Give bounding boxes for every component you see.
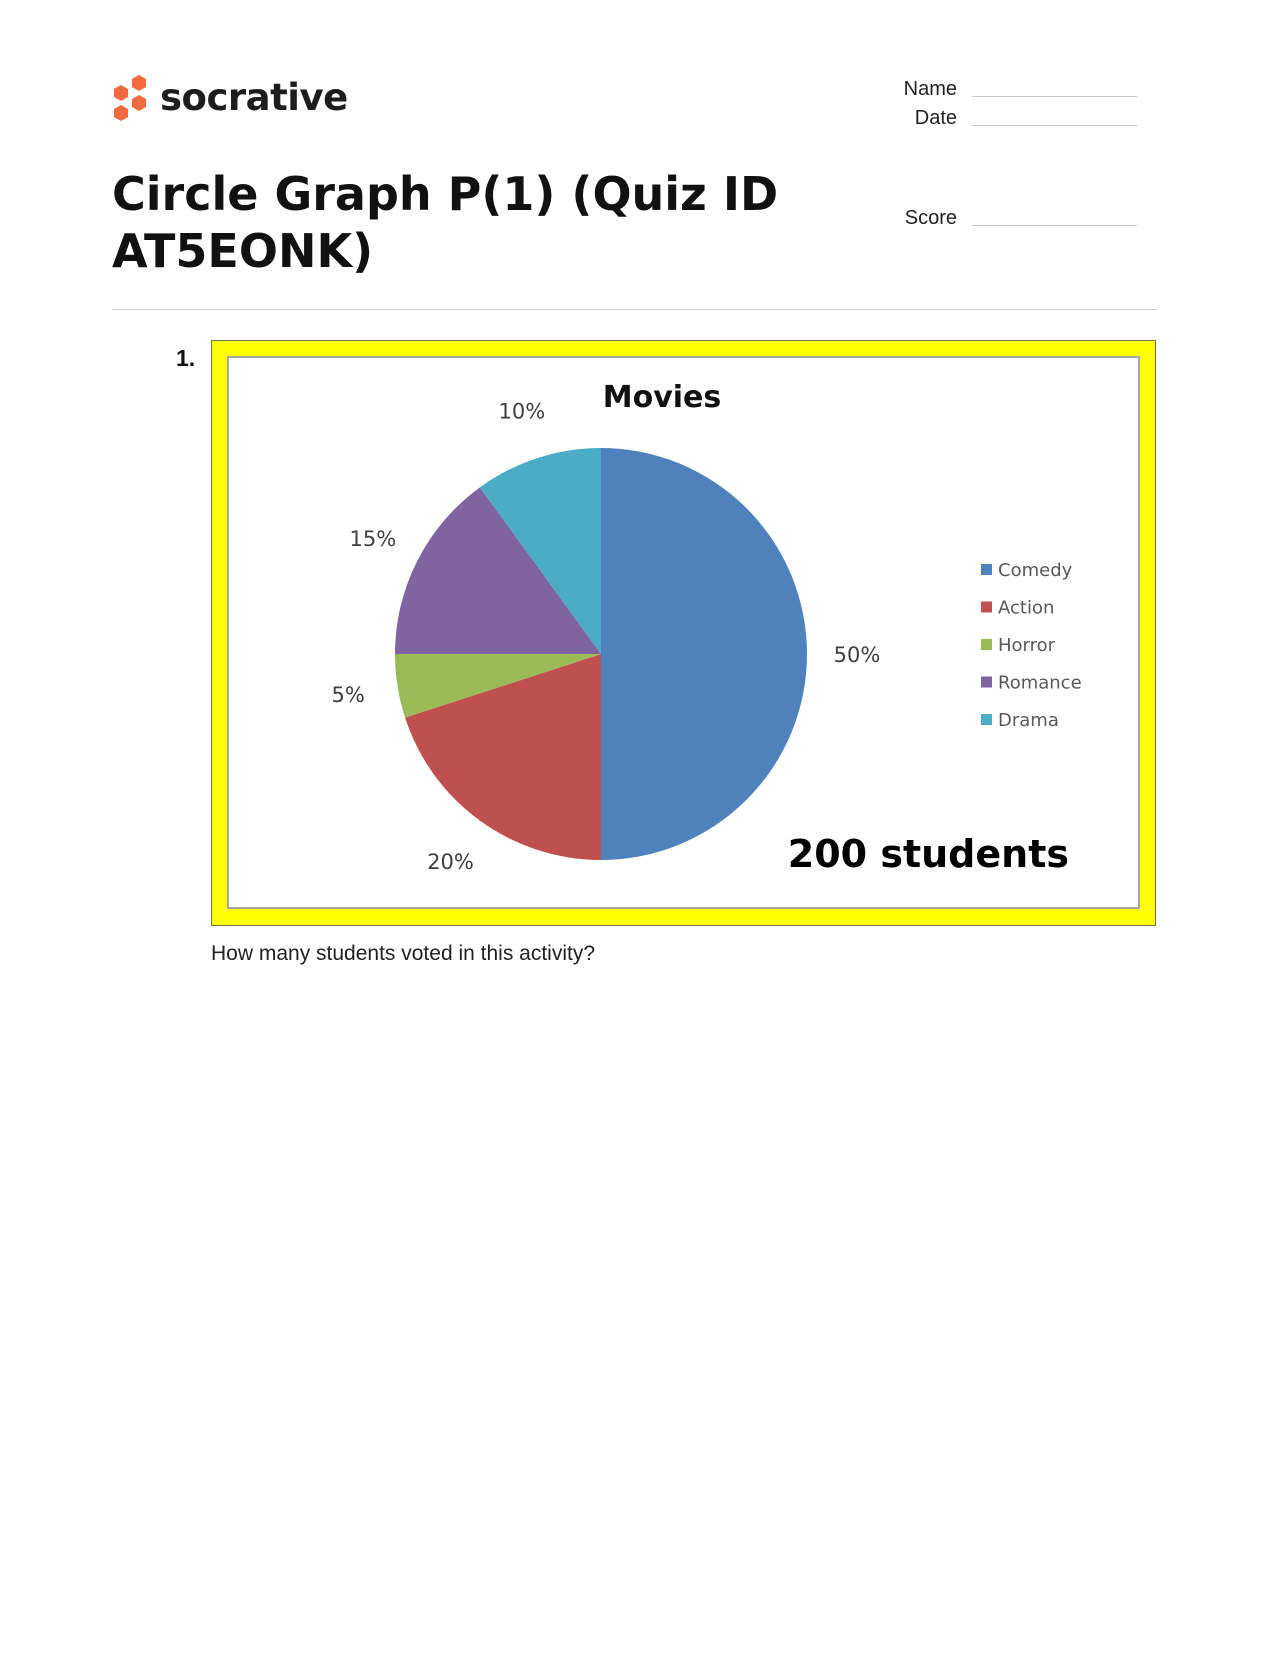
slice-label-action: 20% [427, 850, 474, 875]
quiz-title: Circle Graph P(1) (Quiz ID AT5EONK) [112, 167, 779, 278]
question-text: How many students voted in this activity? [211, 942, 596, 965]
header-divider [112, 309, 1157, 310]
chart-area [227, 356, 1140, 909]
logo-hexagon [132, 75, 146, 91]
score-field[interactable] [837, 207, 1137, 230]
legend-swatch-horror [981, 639, 992, 650]
legend-swatch-action [981, 602, 992, 613]
score-line[interactable] [972, 224, 1137, 226]
date-label: Date [914, 107, 957, 129]
score-label: Score [904, 207, 957, 229]
legend-label-action: Action [998, 597, 1055, 619]
slice-label-comedy: 50% [833, 643, 881, 667]
legend-swatch-comedy [981, 564, 992, 575]
chart-frame [211, 340, 1156, 926]
logo-hexagon [114, 105, 128, 121]
question-number: 1. [176, 345, 196, 371]
legend-label-comedy: Comedy [998, 560, 1073, 581]
slice-label-drama: 10% [498, 399, 546, 424]
legend-swatch-drama [981, 714, 992, 725]
logo-hexagon [114, 85, 128, 101]
brand-name: socrative [160, 75, 348, 119]
hexagon-cluster-icon [112, 73, 148, 121]
pie-chart [229, 358, 1138, 907]
legend-label-drama: Drama [998, 710, 1059, 731]
pie-slice-comedy [601, 448, 807, 860]
legend-swatch-romance [981, 677, 992, 688]
socrative-logo [112, 73, 348, 121]
legend-label-romance: Romance [998, 672, 1082, 694]
legend-label-horror: Horror [998, 635, 1056, 656]
chart-title: Movies [602, 380, 722, 415]
slice-label-romance: 15% [349, 526, 397, 551]
name-field[interactable] [837, 78, 1137, 101]
date-field[interactable] [837, 107, 1137, 130]
slice-label-horror: 5% [331, 683, 365, 708]
name-label: Name [903, 78, 957, 100]
students-annotation: 200 students [787, 832, 1069, 876]
name-line[interactable] [972, 95, 1137, 97]
date-line[interactable] [972, 124, 1137, 126]
logo-hexagon [132, 95, 146, 111]
